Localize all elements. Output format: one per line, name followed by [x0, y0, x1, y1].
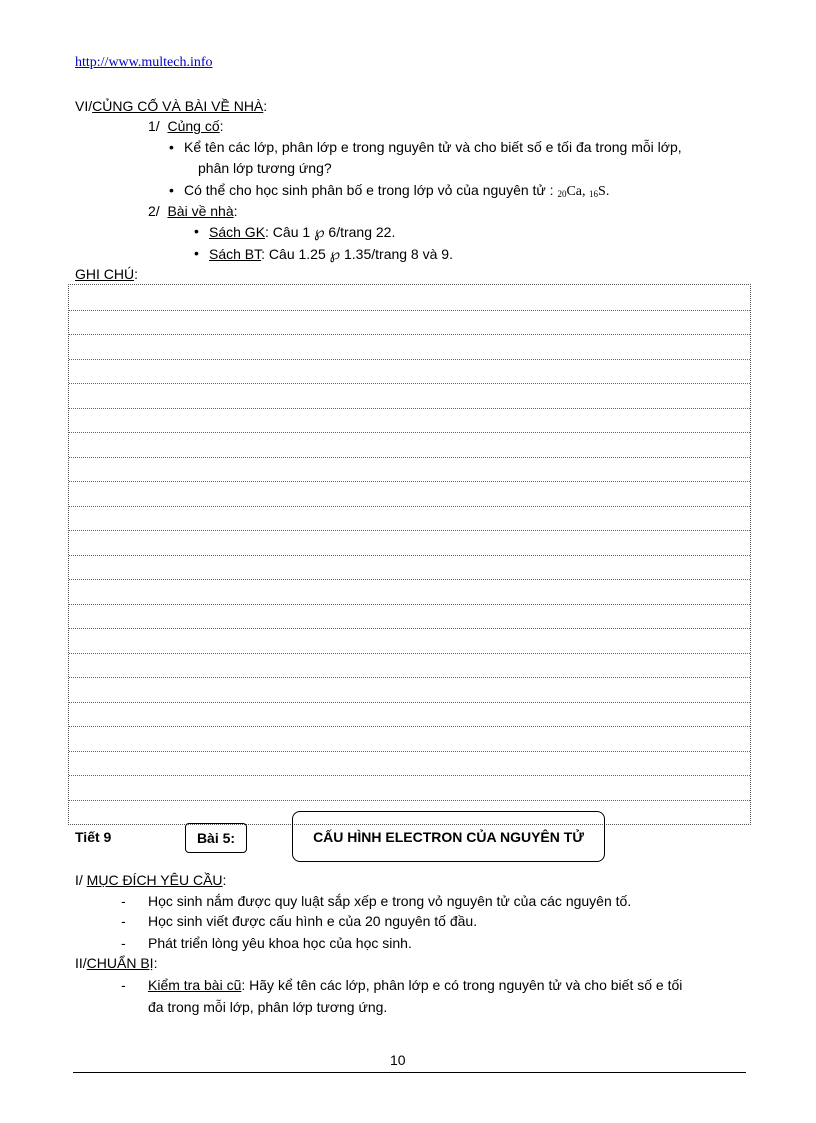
part2-item-2-text: : Câu 1.25	[261, 246, 330, 262]
notes-rule-line	[69, 457, 750, 458]
notes-rule-line	[69, 555, 750, 556]
part2-item-1-text: : Câu 1	[265, 224, 315, 240]
part2-item-1-label: Sách GK	[209, 224, 266, 240]
notes-rule-line	[69, 628, 750, 629]
notes-rule-line	[69, 677, 750, 678]
section-vi-prefix: VI/	[75, 98, 93, 114]
ca-symbol: Ca,	[566, 184, 586, 199]
section-i-item-3: - Phát triển lòng yêu khoa học của học sinh.	[148, 935, 412, 951]
section-i-heading	[75, 872, 226, 888]
section-ii-item-label: Kiểm tra bài cũ	[148, 977, 242, 993]
lesson-tiet: Tiết 9	[75, 829, 112, 845]
notes-rule-line	[69, 481, 750, 482]
page-number: 10	[390, 1052, 406, 1068]
notes-rule-line	[69, 702, 750, 703]
notes-rule-line	[69, 310, 750, 311]
notes-label-text: GHI CHÚ	[75, 266, 135, 282]
section-i-prefix: I/	[75, 872, 83, 888]
part1-bullet-2-text: Có thể cho học sinh phân bố e trong lớp vỏ của nguyên tử :	[184, 182, 554, 198]
part2-num: 2/	[148, 203, 160, 219]
section-i-item-1: - Học sinh nắm được quy luật sắp xếp e trong vỏ nguyên tử của các nguyên tố.	[148, 893, 631, 909]
section-vi-heading	[75, 98, 267, 114]
notes-rule-line	[69, 604, 750, 605]
section-vi-title: CỦNG CỐ VÀ BÀI VỀ NHÀ	[92, 98, 264, 114]
part1-bullet-1-text: Kể tên các lớp, phân lớp e trong nguyên tử và cho biết số e tối đa trong mỗi lớp,	[184, 139, 682, 155]
lesson-title-box	[292, 811, 605, 862]
lesson-title: CẤU HÌNH ELECTRON CỦA NGUYÊN TỬ	[313, 828, 584, 845]
part2-item-2-label: Sách BT	[209, 246, 262, 262]
notes-area[interactable]	[68, 284, 751, 825]
notes-rule-line	[69, 653, 750, 654]
part1-bullet-1-cont: phân lớp tương ứng?	[198, 160, 332, 176]
part1-bullet-2	[184, 182, 609, 200]
lesson-number: Bài 5:	[196, 830, 236, 846]
footer-rule	[73, 1072, 746, 1073]
notes-rule-line	[69, 432, 750, 433]
notes-rule-line	[69, 775, 750, 776]
part1-colon: :	[219, 118, 224, 134]
section-ii-item-text: : Hãy kể tên các lớp, phân lớp e có trong nguyên tử và cho biết số e tối	[241, 977, 683, 993]
notes-rule-line	[69, 579, 750, 580]
notes-rule-line	[69, 359, 750, 360]
section-ii-item-cont: đa trong mỗi lớp, phân lớp tương ứng.	[148, 999, 388, 1015]
section-ii-item-1	[148, 977, 682, 993]
part2-item-2	[209, 245, 453, 264]
notes-rule-line	[69, 334, 750, 335]
part1-num: 1/	[148, 118, 160, 134]
notes-rule-line	[69, 383, 750, 384]
section-ii-title: CHUẨN BỊ	[86, 955, 154, 971]
part1-heading	[148, 118, 224, 134]
part1-title: Củng cố	[167, 118, 220, 134]
notes-rule-line	[69, 530, 750, 531]
notes-rule-line	[69, 726, 750, 727]
part1-bullet-1	[184, 139, 682, 155]
notes-label-colon: :	[134, 266, 139, 282]
section-i-item-2: - Học sinh viết được cấu hình e của 20 nguyên tố đầu.	[148, 913, 477, 929]
part2-title: Bài về nhà	[167, 203, 234, 219]
part2-item-1	[209, 223, 395, 242]
section-vi-colon: :	[263, 98, 268, 114]
header-url-link[interactable]: http://www.multech.info	[75, 55, 213, 70]
ca-subscript: 20	[557, 189, 567, 199]
s-subscript: 16	[589, 189, 599, 199]
range-symbol-icon: ℘	[314, 225, 325, 241]
range-symbol-icon: ℘	[329, 247, 341, 263]
section-i-title: MỤC ĐÍCH YÊU CẦU	[86, 872, 223, 888]
notes-label	[75, 266, 138, 282]
part2-item-2-rest: 1.35/trang 8 và 9.	[340, 246, 453, 262]
notes-rule-line	[69, 506, 750, 507]
notes-rule-line	[69, 800, 750, 801]
section-ii-prefix: II/	[75, 955, 87, 971]
part2-colon: :	[233, 203, 238, 219]
notes-rule-line	[69, 408, 750, 409]
lesson-number-box	[185, 823, 247, 853]
section-i-colon: :	[222, 872, 227, 888]
s-symbol: S.	[598, 184, 610, 199]
notes-rule-line	[69, 751, 750, 752]
part2-heading	[148, 203, 238, 219]
section-ii-colon: :	[153, 955, 158, 971]
part2-item-1-rest: 6/trang 22.	[324, 224, 396, 240]
section-ii-heading	[75, 955, 157, 971]
